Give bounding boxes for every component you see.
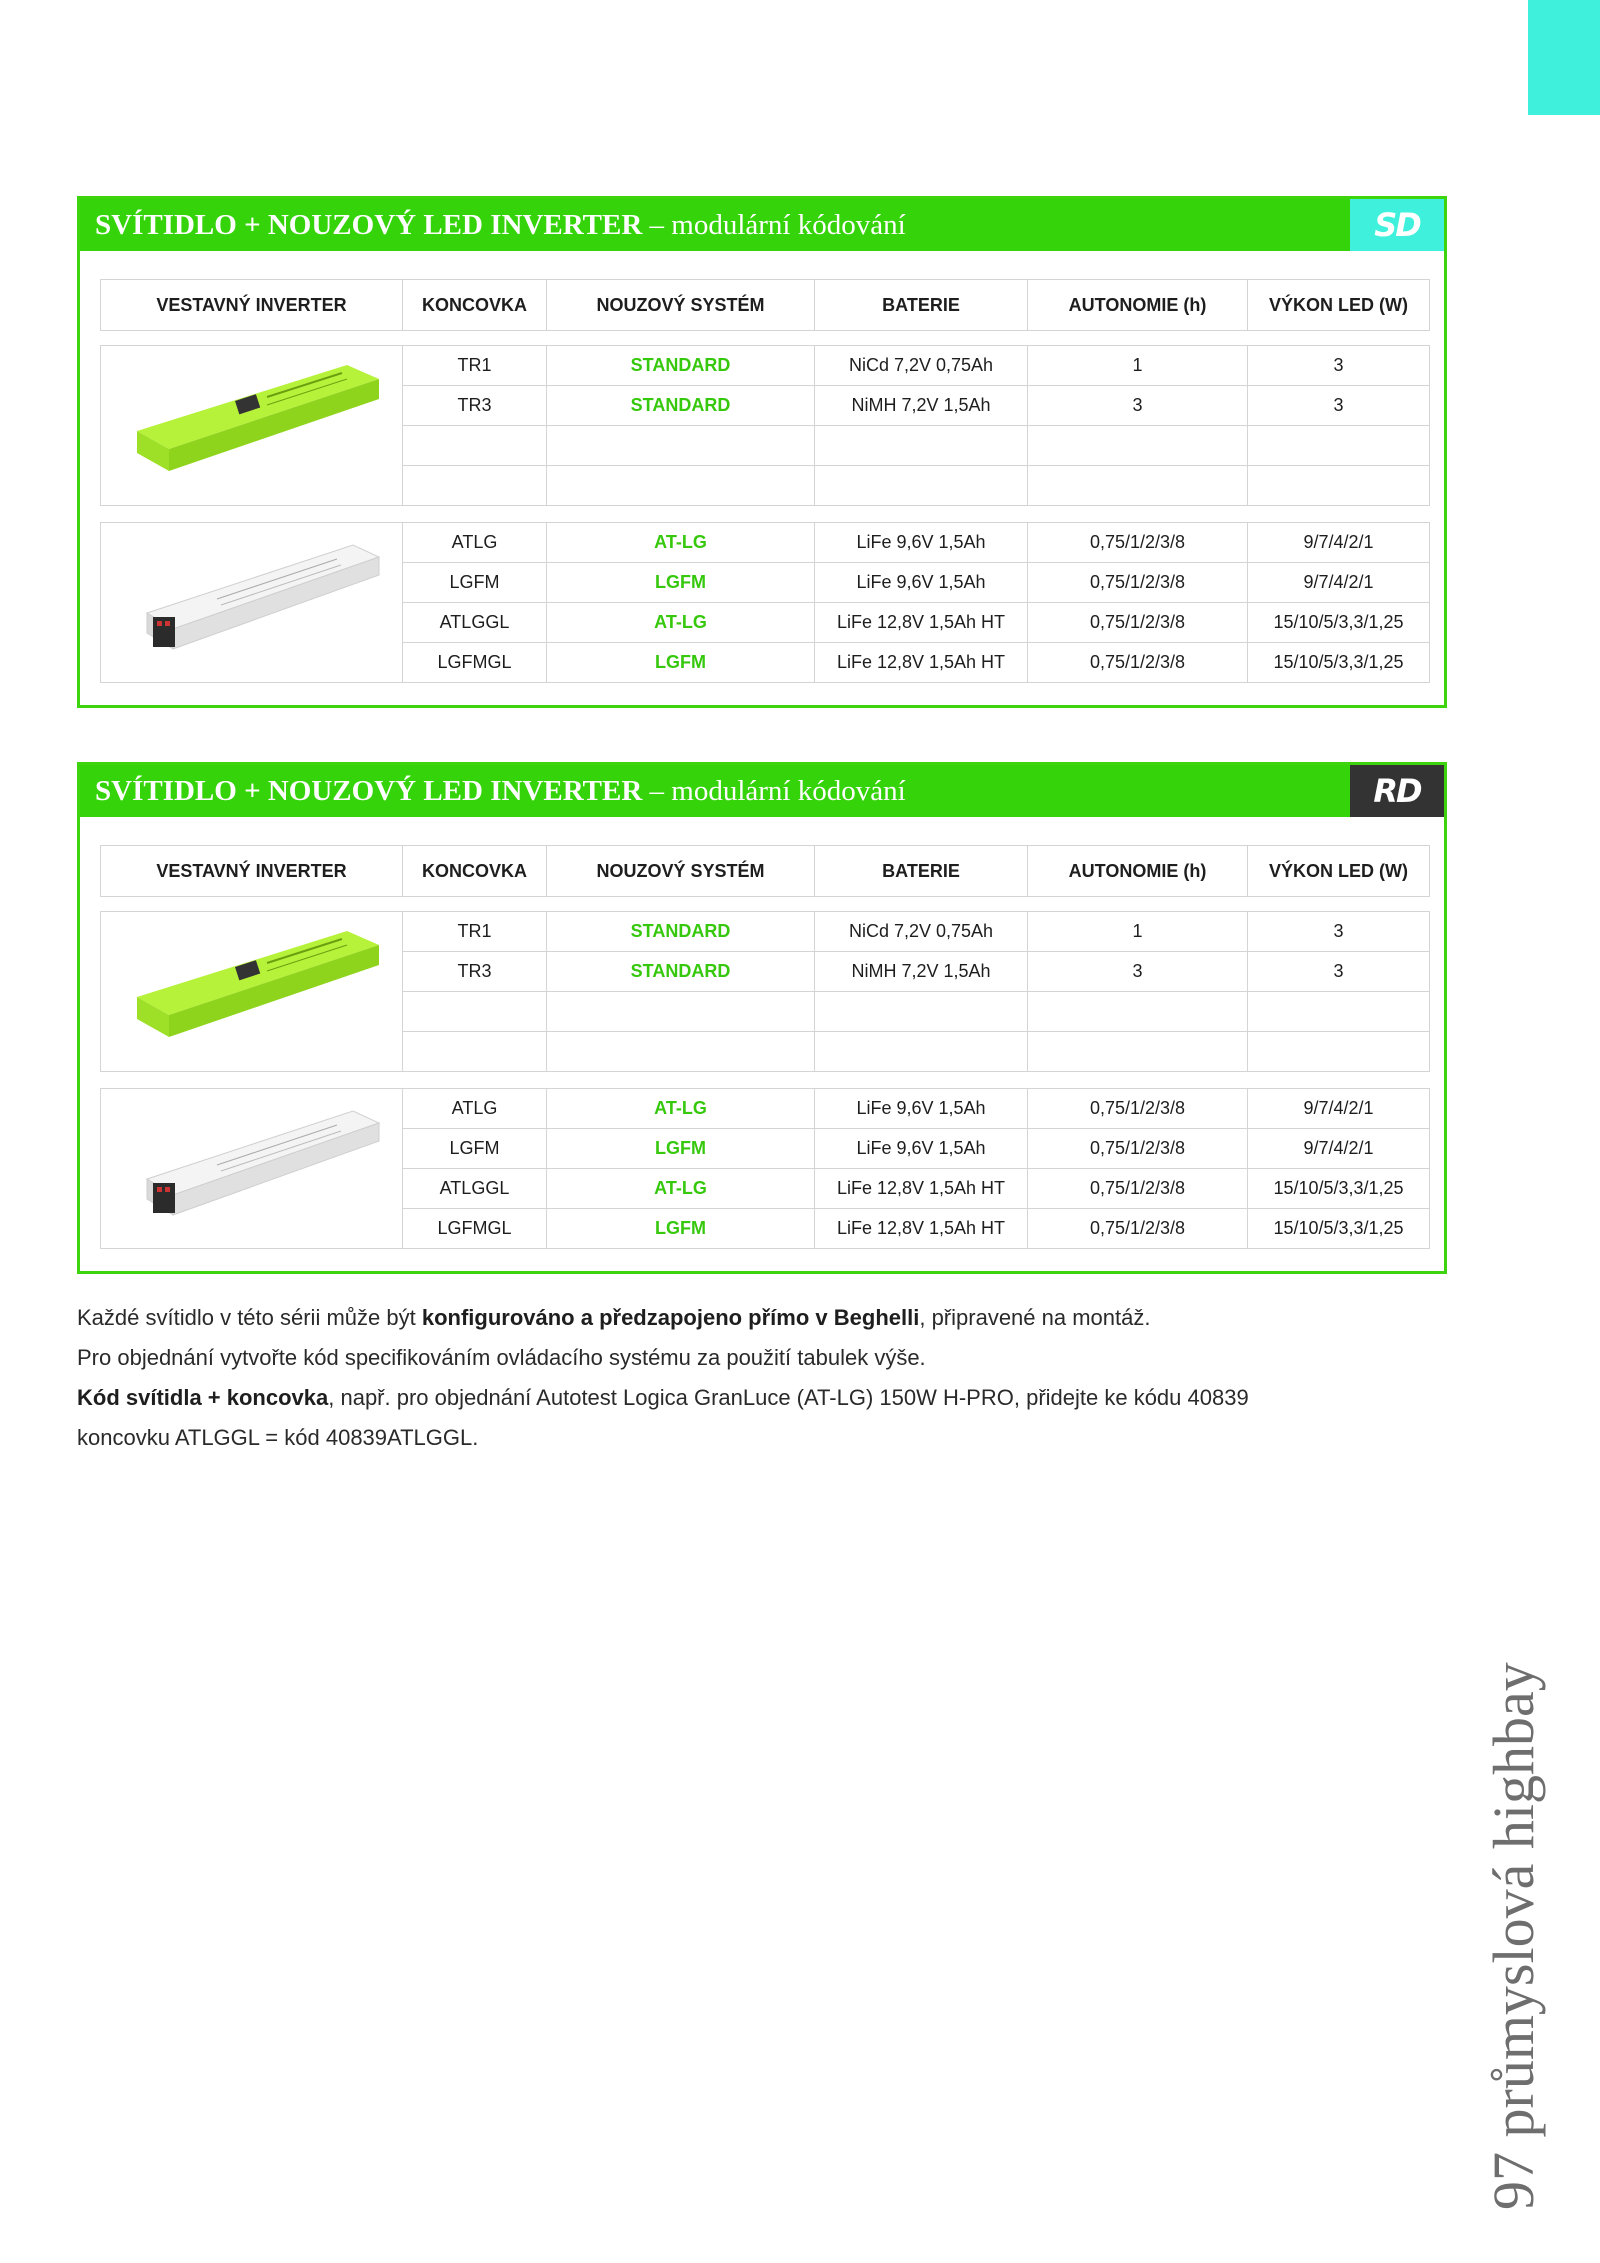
cell-baterie: NiMH 7,2V 1,5Ah xyxy=(815,386,1028,426)
cell-koncovka: TR3 xyxy=(403,386,547,426)
cell-koncovka xyxy=(403,992,547,1032)
rd-badge: RD xyxy=(1350,765,1444,817)
cell-baterie: NiCd 7,2V 0,75Ah xyxy=(815,346,1028,386)
col-header: NOUZOVÝ SYSTÉM xyxy=(547,280,815,331)
cell-vykon xyxy=(1248,466,1430,506)
col-header: BATERIE xyxy=(815,846,1028,897)
cell-vykon: 3 xyxy=(1248,952,1430,992)
cell-system: AT-LG xyxy=(547,523,815,563)
cell-baterie: NiCd 7,2V 0,75Ah xyxy=(815,912,1028,952)
table-group-standard xyxy=(100,345,1430,506)
cell-autonomie xyxy=(1028,466,1248,506)
cell-baterie: LiFe 9,6V 1,5Ah xyxy=(815,1089,1028,1129)
cell-baterie: LiFe 9,6V 1,5Ah xyxy=(815,523,1028,563)
cell-koncovka: LGFM xyxy=(403,1129,547,1169)
cell-koncovka xyxy=(403,466,547,506)
cell-system xyxy=(547,1032,815,1072)
cell-autonomie: 0,75/1/2/3/8 xyxy=(1028,563,1248,603)
cell-koncovka: ATLGGL xyxy=(403,603,547,643)
cell-system xyxy=(547,426,815,466)
cell-system: STANDARD xyxy=(547,386,815,426)
cell-koncovka: TR1 xyxy=(403,912,547,952)
cell-koncovka: TR3 xyxy=(403,952,547,992)
cell-system: STANDARD xyxy=(547,952,815,992)
cell-vykon: 9/7/4/2/1 xyxy=(1248,1089,1430,1129)
white-inverter-icon xyxy=(117,1091,387,1241)
cell-baterie: LiFe 12,8V 1,5Ah HT xyxy=(815,643,1028,683)
green-led-inverter-image xyxy=(101,912,403,1072)
sd-badge: SD xyxy=(1350,199,1444,251)
cell-vykon: 9/7/4/2/1 xyxy=(1248,563,1430,603)
col-header: NOUZOVÝ SYSTÉM xyxy=(547,846,815,897)
section-header xyxy=(80,765,1444,817)
cell-system: STANDARD xyxy=(547,912,815,952)
cell-baterie xyxy=(815,466,1028,506)
cell-autonomie: 0,75/1/2/3/8 xyxy=(1028,1209,1248,1249)
notes-line: Kód svítidla + koncovka, např. pro objednání Autotest Logica GranLuce (AT-LG) 150W H-PRO, přidejte ke kódu 40839 xyxy=(77,1385,1249,1410)
table-group-lifepo xyxy=(100,1088,1430,1249)
cell-koncovka: LGFMGL xyxy=(403,1209,547,1249)
cell-autonomie: 3 xyxy=(1028,386,1248,426)
cell-autonomie: 1 xyxy=(1028,912,1248,952)
cell-system: LGFM xyxy=(547,563,815,603)
column-header-table xyxy=(100,845,1430,897)
cell-autonomie: 1 xyxy=(1028,346,1248,386)
cell-baterie: LiFe 12,8V 1,5Ah HT xyxy=(815,1169,1028,1209)
cell-system: AT-LG xyxy=(547,603,815,643)
cell-system: LGFM xyxy=(547,1129,815,1169)
cell-koncovka xyxy=(403,426,547,466)
section-sd xyxy=(77,196,1447,708)
cell-baterie: LiFe 12,8V 1,5Ah HT xyxy=(815,1209,1028,1249)
col-header: AUTONOMIE (h) xyxy=(1028,280,1248,331)
cell-koncovka: ATLG xyxy=(403,1089,547,1129)
column-header-table xyxy=(100,279,1430,331)
cell-autonomie: 0,75/1/2/3/8 xyxy=(1028,1089,1248,1129)
corner-tab xyxy=(1528,0,1600,115)
cell-vykon xyxy=(1248,1032,1430,1072)
cell-baterie xyxy=(815,426,1028,466)
table-row xyxy=(101,1089,1430,1129)
cell-vykon: 3 xyxy=(1248,346,1430,386)
cell-baterie: LiFe 12,8V 1,5Ah HT xyxy=(815,603,1028,643)
table-row xyxy=(101,346,1430,386)
section-title: SVÍTIDLO + NOUZOVÝ LED INVERTER – modulární kódování xyxy=(95,775,906,807)
cell-system xyxy=(547,992,815,1032)
cell-baterie: NiMH 7,2V 1,5Ah xyxy=(815,952,1028,992)
table-row xyxy=(101,912,1430,952)
section-header xyxy=(80,199,1444,251)
section-title: SVÍTIDLO + NOUZOVÝ LED INVERTER – modulární kódování xyxy=(95,209,906,241)
white-inverter-icon xyxy=(117,525,387,675)
col-header: VESTAVNÝ INVERTER xyxy=(101,846,403,897)
col-header: VESTAVNÝ INVERTER xyxy=(101,280,403,331)
cell-autonomie: 0,75/1/2/3/8 xyxy=(1028,603,1248,643)
cell-system: AT-LG xyxy=(547,1169,815,1209)
cell-autonomie xyxy=(1028,1032,1248,1072)
cell-vykon: 15/10/5/3,3/1,25 xyxy=(1248,603,1430,643)
cell-autonomie: 0,75/1/2/3/8 xyxy=(1028,1169,1248,1209)
cell-koncovka: LGFMGL xyxy=(403,643,547,683)
col-header: BATERIE xyxy=(815,280,1028,331)
green-inverter-icon xyxy=(117,919,387,1059)
cell-system: AT-LG xyxy=(547,1089,815,1129)
cell-system: LGFM xyxy=(547,643,815,683)
col-header: VÝKON LED (W) xyxy=(1248,280,1430,331)
page-number-and-section-label: 97 průmyslová highbay xyxy=(1481,1662,1546,2210)
cell-vykon xyxy=(1248,992,1430,1032)
cell-vykon: 9/7/4/2/1 xyxy=(1248,523,1430,563)
cell-baterie xyxy=(815,1032,1028,1072)
cell-baterie: LiFe 9,6V 1,5Ah xyxy=(815,563,1028,603)
cell-autonomie: 0,75/1/2/3/8 xyxy=(1028,643,1248,683)
cell-vykon xyxy=(1248,426,1430,466)
cell-vykon: 9/7/4/2/1 xyxy=(1248,1129,1430,1169)
notes-line: koncovku ATLGGL = kód 40839ATLGGL. xyxy=(77,1425,479,1450)
cell-vykon: 3 xyxy=(1248,386,1430,426)
col-header: AUTONOMIE (h) xyxy=(1028,846,1248,897)
table-group-standard xyxy=(100,911,1430,1072)
cell-autonomie: 0,75/1/2/3/8 xyxy=(1028,523,1248,563)
section-rd xyxy=(77,762,1447,1274)
cell-koncovka: TR1 xyxy=(403,346,547,386)
green-led-inverter-image xyxy=(101,346,403,506)
cell-autonomie: 0,75/1/2/3/8 xyxy=(1028,1129,1248,1169)
cell-system xyxy=(547,466,815,506)
ordering-notes xyxy=(77,1298,1377,1458)
white-led-inverter-image xyxy=(101,1089,403,1249)
cell-vykon: 15/10/5/3,3/1,25 xyxy=(1248,1169,1430,1209)
cell-vykon: 15/10/5/3,3/1,25 xyxy=(1248,643,1430,683)
notes-line: Pro objednání vytvořte kód specifikováním ovládacího systému za použití tabulek výše. xyxy=(77,1345,926,1370)
cell-koncovka: ATLG xyxy=(403,523,547,563)
cell-koncovka: LGFM xyxy=(403,563,547,603)
cell-autonomie xyxy=(1028,992,1248,1032)
cell-system: LGFM xyxy=(547,1209,815,1249)
col-header: KONCOVKA xyxy=(403,280,547,331)
cell-koncovka: ATLGGL xyxy=(403,1169,547,1209)
table-row xyxy=(101,523,1430,563)
col-header: VÝKON LED (W) xyxy=(1248,846,1430,897)
green-inverter-icon xyxy=(117,353,387,493)
col-header: KONCOVKA xyxy=(403,846,547,897)
cell-autonomie xyxy=(1028,426,1248,466)
notes-line: Každé svítidlo v této sérii může být konfigurováno a předzapojeno přímo v Beghelli, připravené na montáž. xyxy=(77,1305,1151,1330)
cell-autonomie: 3 xyxy=(1028,952,1248,992)
white-led-inverter-image xyxy=(101,523,403,683)
table-group-lifepo xyxy=(100,522,1430,683)
cell-system: STANDARD xyxy=(547,346,815,386)
cell-vykon: 15/10/5/3,3/1,25 xyxy=(1248,1209,1430,1249)
cell-vykon: 3 xyxy=(1248,912,1430,952)
cell-koncovka xyxy=(403,1032,547,1072)
cell-baterie: LiFe 9,6V 1,5Ah xyxy=(815,1129,1028,1169)
cell-baterie xyxy=(815,992,1028,1032)
